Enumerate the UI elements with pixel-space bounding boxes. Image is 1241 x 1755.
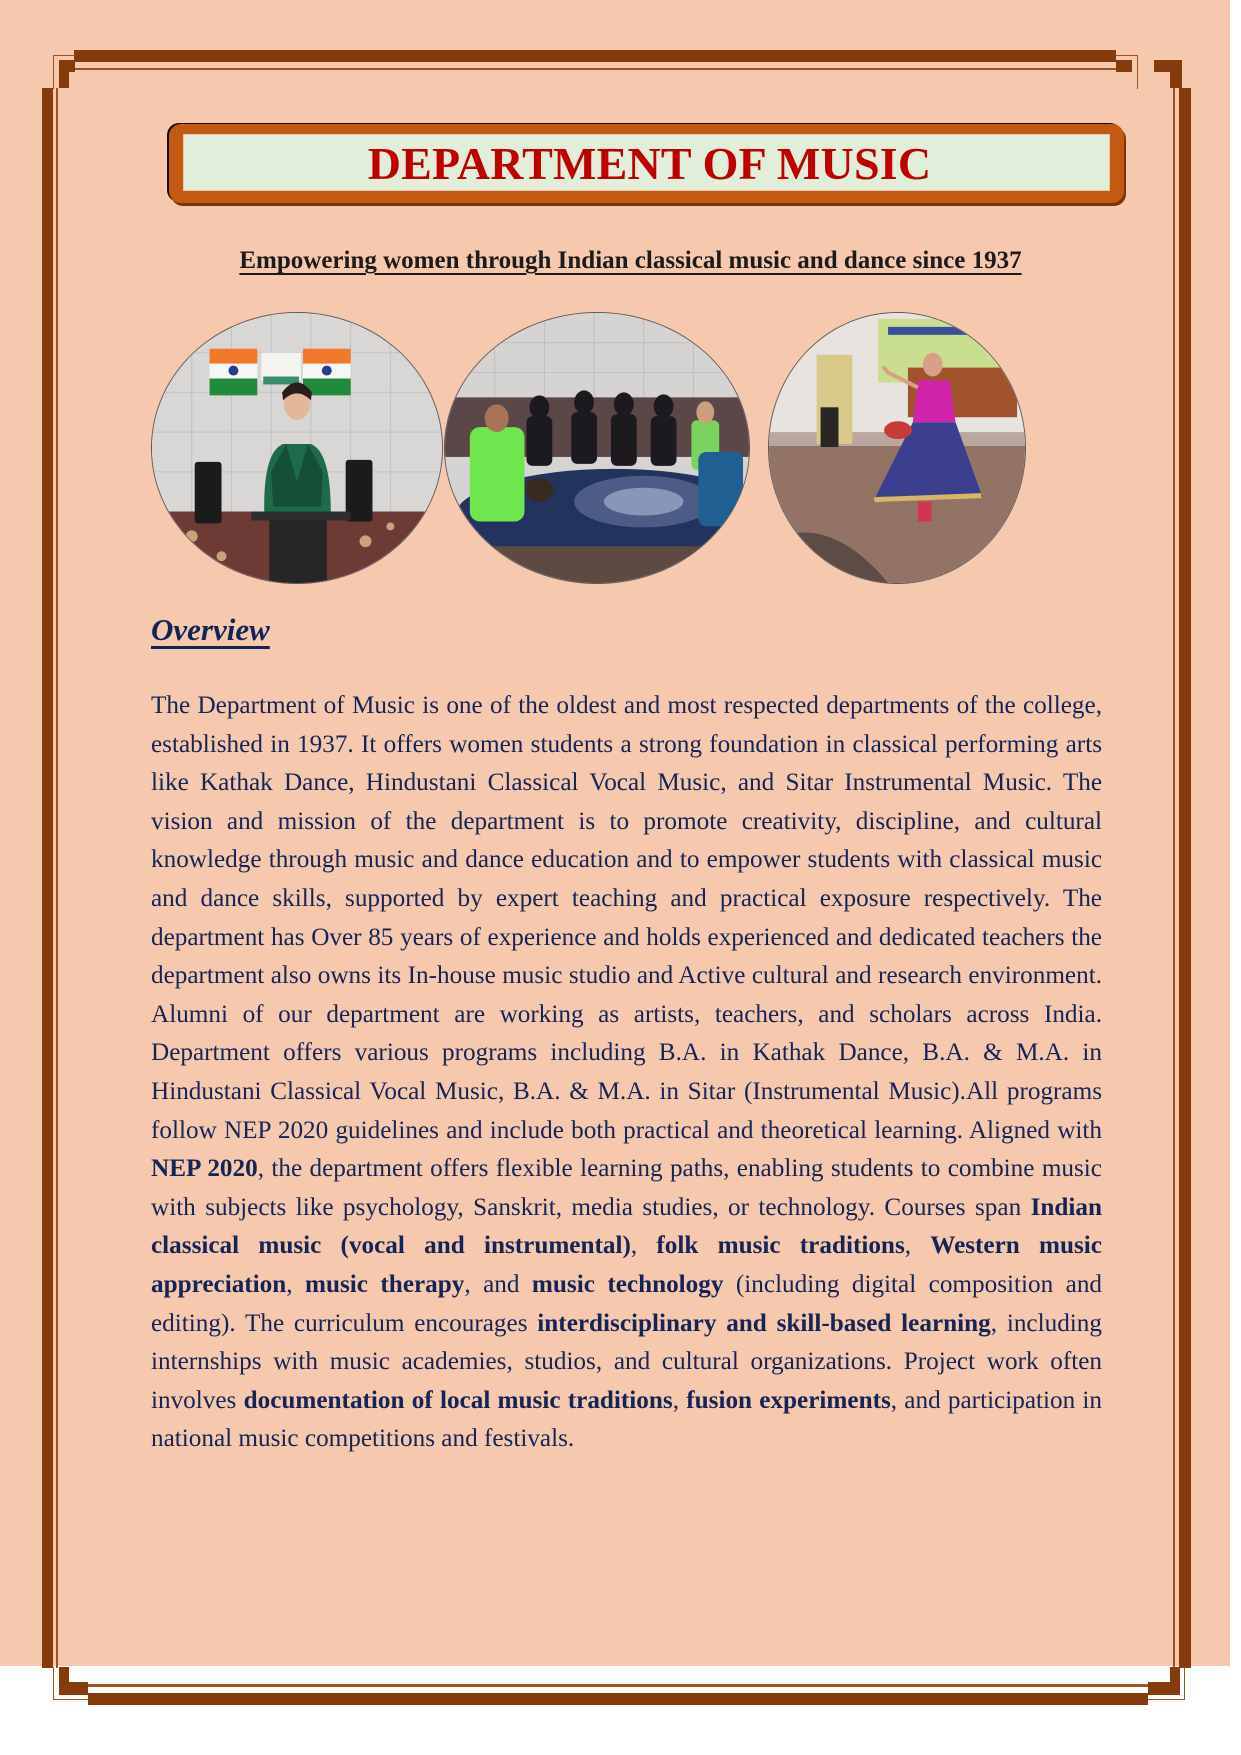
title-box	[183, 134, 1110, 191]
kathak-dancer-image	[769, 313, 1025, 583]
bold-emphasis-text: Western music appreciation	[151, 1232, 1102, 1298]
bold-emphasis-text: NEP 2020	[151, 1155, 258, 1183]
bold-emphasis-text: documentation of local music traditions	[243, 1386, 673, 1414]
frame-top-thin-line	[74, 68, 1116, 70]
bold-emphasis-text: folk music traditions	[656, 1232, 905, 1260]
frame-corner-block	[1154, 60, 1182, 72]
bold-emphasis-text: interdisciplinary and skill-based learning	[537, 1309, 991, 1337]
body-text-run: , and participation in national music competitions and festivals.	[151, 1386, 1103, 1453]
tagline: Empowering women through Indian classical music and dance since 1937	[239, 247, 1022, 274]
overview-heading: Overview	[151, 612, 270, 647]
frame-bottom-thin-line	[88, 1684, 1148, 1687]
overview-paragraph	[151, 687, 1102, 1459]
frame-corner-block	[1148, 1682, 1180, 1695]
body-text-run: , and	[464, 1270, 532, 1298]
body-text-run: ,	[630, 1232, 657, 1260]
body-text-run: ,	[672, 1386, 687, 1414]
body-text-run: ,	[904, 1232, 931, 1260]
bold-emphasis-text: music therapy	[305, 1270, 465, 1298]
body-text-run: (including digital composition and editing). The curriculum encourages	[151, 1270, 1103, 1337]
frame-right-thin-line	[1173, 88, 1175, 1668]
music-ensemble-image	[445, 313, 749, 583]
frame-corner-block	[59, 60, 69, 88]
tagline-container	[0, 247, 1241, 275]
page-title: DEPARTMENT OF MUSIC	[367, 137, 932, 189]
body-text-run: , including internships with music academies, studios, and cultural organizations. Project work often involves	[151, 1309, 1102, 1414]
title-banner	[169, 124, 1124, 203]
student-speaking-at-podium-photo	[151, 312, 443, 584]
frame-corner-block	[59, 1682, 88, 1695]
frame-bottom-bar	[88, 1693, 1148, 1705]
frame-corner-block	[1116, 60, 1132, 72]
frame-right-bar	[1179, 88, 1191, 1668]
body-text-run: ,	[286, 1270, 306, 1298]
body-text-run: , the department offers flexible learning paths, enabling students to combine music with subjects like psychology, Sanskrit, media studies, or technology. Courses span	[151, 1155, 1102, 1221]
podium-speech-image	[152, 313, 442, 583]
frame-left-thin-line	[56, 88, 58, 1668]
kathak-dancer-photo	[768, 312, 1026, 584]
bold-emphasis-text: fusion experiments	[686, 1386, 891, 1414]
music-ensemble-photo	[444, 312, 750, 584]
bold-emphasis-text: music technology	[531, 1270, 724, 1298]
body-text-run: The Department of Music is one of the oldest and most respected departments of the college, established in 1937. It offers women students a strong foundation in classical performing arts like Kathak Dance, Hindustani Classical Vocal Music, and Sitar Instrumental Music. The vision and mission of the department is to promote creativity, discipline, and cultural knowledge through music and dance education and to empower students with classical music and dance skills, supported by expert teaching and practical exposure respectively. The department has Over 85 years of experience and holds experienced and dedicated teachers the department also owns its In-house music studio and Active cultural and research environment. Alumni of our department are working as artists, teachers, and scholars across India. Department offers various programs including B.A. in Kathak Dance, B.A. & M.A. in Hindustani Classical Vocal Music, B.A. & M.A. in Sitar (Instrumental Music).All programs follow NEP 2020 guidelines and include both practical and theoretical learning. Aligned with	[151, 692, 1102, 1144]
frame-left-bar	[42, 88, 53, 1668]
frame-top-bar	[74, 50, 1116, 62]
bold-emphasis-text: Indian classical music (vocal and instrumental)	[151, 1193, 1102, 1260]
